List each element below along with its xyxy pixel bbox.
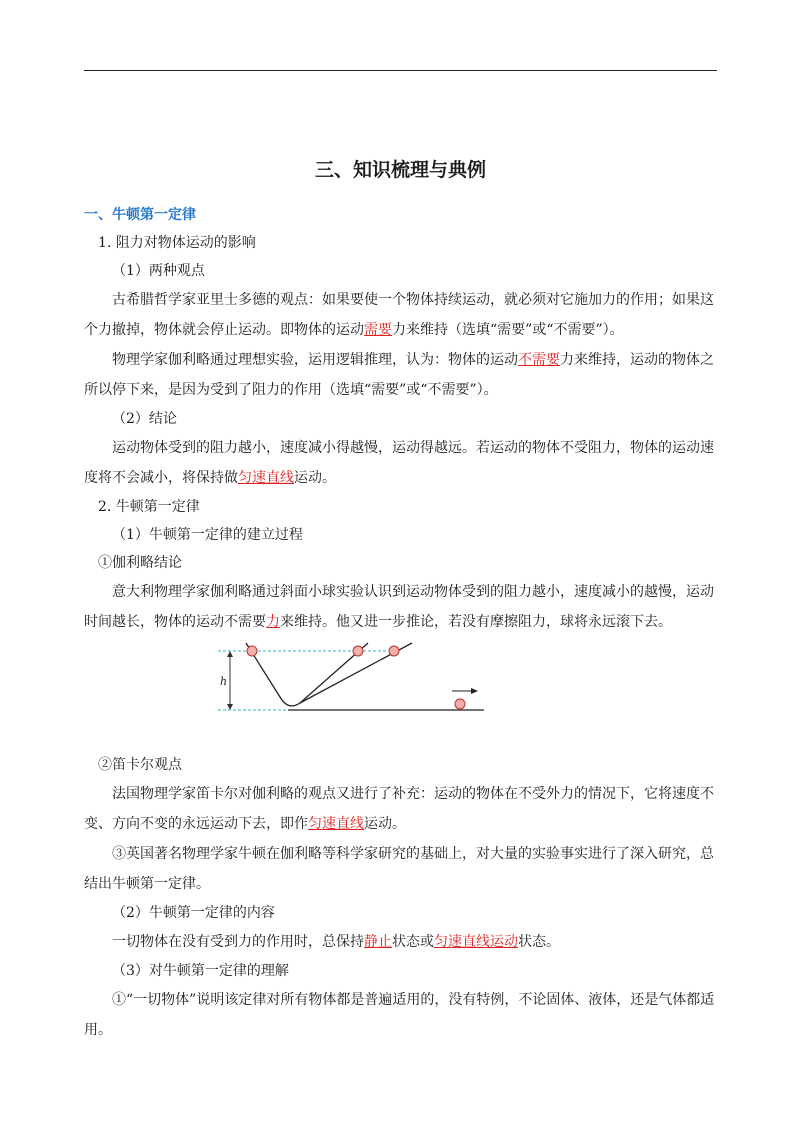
text: 力来维持（选填“需要”或“不需要”）。 (392, 322, 624, 338)
incline-diagram (208, 641, 508, 745)
page-title: 三、知识梳理与典例 (314, 159, 486, 181)
item-establishment: （1）牛顿第一定律的建立过程 (112, 527, 303, 543)
answer-blank: 匀速直线运动 (434, 934, 518, 950)
item-descartes: ②笛卡尔观点 (98, 757, 182, 773)
paragraph-conclusion (84, 433, 717, 493)
ball-start (247, 646, 257, 656)
item-two-views: （1）两种观点 (112, 263, 205, 279)
ball-right-incline (353, 646, 363, 656)
height-arrow-up-head (227, 651, 233, 657)
text: 运动物体受到的阻力越小，速度减小得越慢，运动得越远。若运动的物体不受阻力，物体的运动速度将不会减小，将保持做 (84, 440, 714, 486)
subsection-heading-resistance: 1. 阻力对物体运动的影响 (98, 235, 256, 251)
text: 状态。 (518, 934, 560, 950)
text: 法国物理学家笛卡尔对伽利略的观点又进行了补充：运动的物体在不受外力的情况下，它将速度不变、方向不变的永远运动下去，即作 (84, 786, 714, 832)
text: 运动。 (364, 816, 406, 832)
paragraph-newton: ③英国著名物理学家牛顿在伽利略等科学家研究的基础上，对大量的实验事实进行了深入研究，总结出牛顿第一定律。 (84, 846, 714, 892)
text: 运动。 (294, 470, 336, 486)
paragraph-aristotle (84, 285, 717, 345)
text: 力来维持，运动的物体之所以停下来，是因为受到了阻力的作用（选填“需要”或“不需要”）。 (84, 352, 714, 398)
paragraph-galileo-view (84, 345, 717, 405)
answer-blank: 不需要 (518, 352, 560, 368)
text: 来维持。他又进一步推论，若没有摩擦阻力，球将永远滚下去。 (280, 614, 672, 630)
item-galileo-conclusion: ①伽利略结论 (98, 555, 182, 571)
answer-blank: 力 (266, 614, 280, 630)
paragraph-all-objects: ①“一切物体”说明该定律对所有物体都是普遍适用的，没有特例，不论固体、液体，还是气体都适用。 (84, 992, 715, 1038)
item-conclusion: （2）结论 (112, 411, 177, 427)
paragraph-law-statement (84, 927, 717, 957)
motion-arrow-head (471, 688, 478, 694)
section-heading-newton-first-law: 一、牛顿第一定律 (84, 207, 196, 223)
text: 古希腊哲学家亚里士多德的观点：如果要使一个物体持续运动，就必须对它施加力的作用；如果这个力撤掉，物体就会停止运动。即物体的运动 (84, 292, 714, 338)
text: 一切物体在没有受到力的作用时，总保持 (112, 934, 364, 950)
header-rule (84, 70, 717, 71)
height-label: h (220, 675, 228, 688)
ball-gentle-incline (389, 646, 399, 656)
answer-blank: 需要 (364, 322, 392, 338)
paragraph-galileo-experiment (84, 577, 717, 637)
subsection-heading-first-law: 2. 牛顿第一定律 (98, 499, 200, 515)
incline-experiment-figure (84, 641, 717, 749)
text: 状态或 (392, 934, 434, 950)
item-understanding: （3）对牛顿第一定律的理解 (112, 963, 289, 979)
left-and-right-incline (246, 643, 368, 706)
answer-blank: 匀速直线 (238, 470, 294, 486)
height-arrow-down-head (227, 704, 233, 710)
answer-blank: 匀速直线 (308, 816, 364, 832)
ball-horizontal (455, 699, 465, 709)
item-law-content: （2）牛顿第一定律的内容 (112, 905, 275, 921)
text: 意大利物理学家伽利略通过斜面小球实验认识到运动物体受到的阻力越小，速度减小的越慢，运动时间越长，物体的运动不需要 (84, 584, 714, 630)
answer-blank: 静止 (364, 934, 392, 950)
paragraph-descartes (84, 779, 717, 839)
text: 物理学家伽利略通过理想实验，运用逻辑推理，认为：物体的运动 (112, 352, 518, 368)
page-content (84, 155, 717, 1045)
